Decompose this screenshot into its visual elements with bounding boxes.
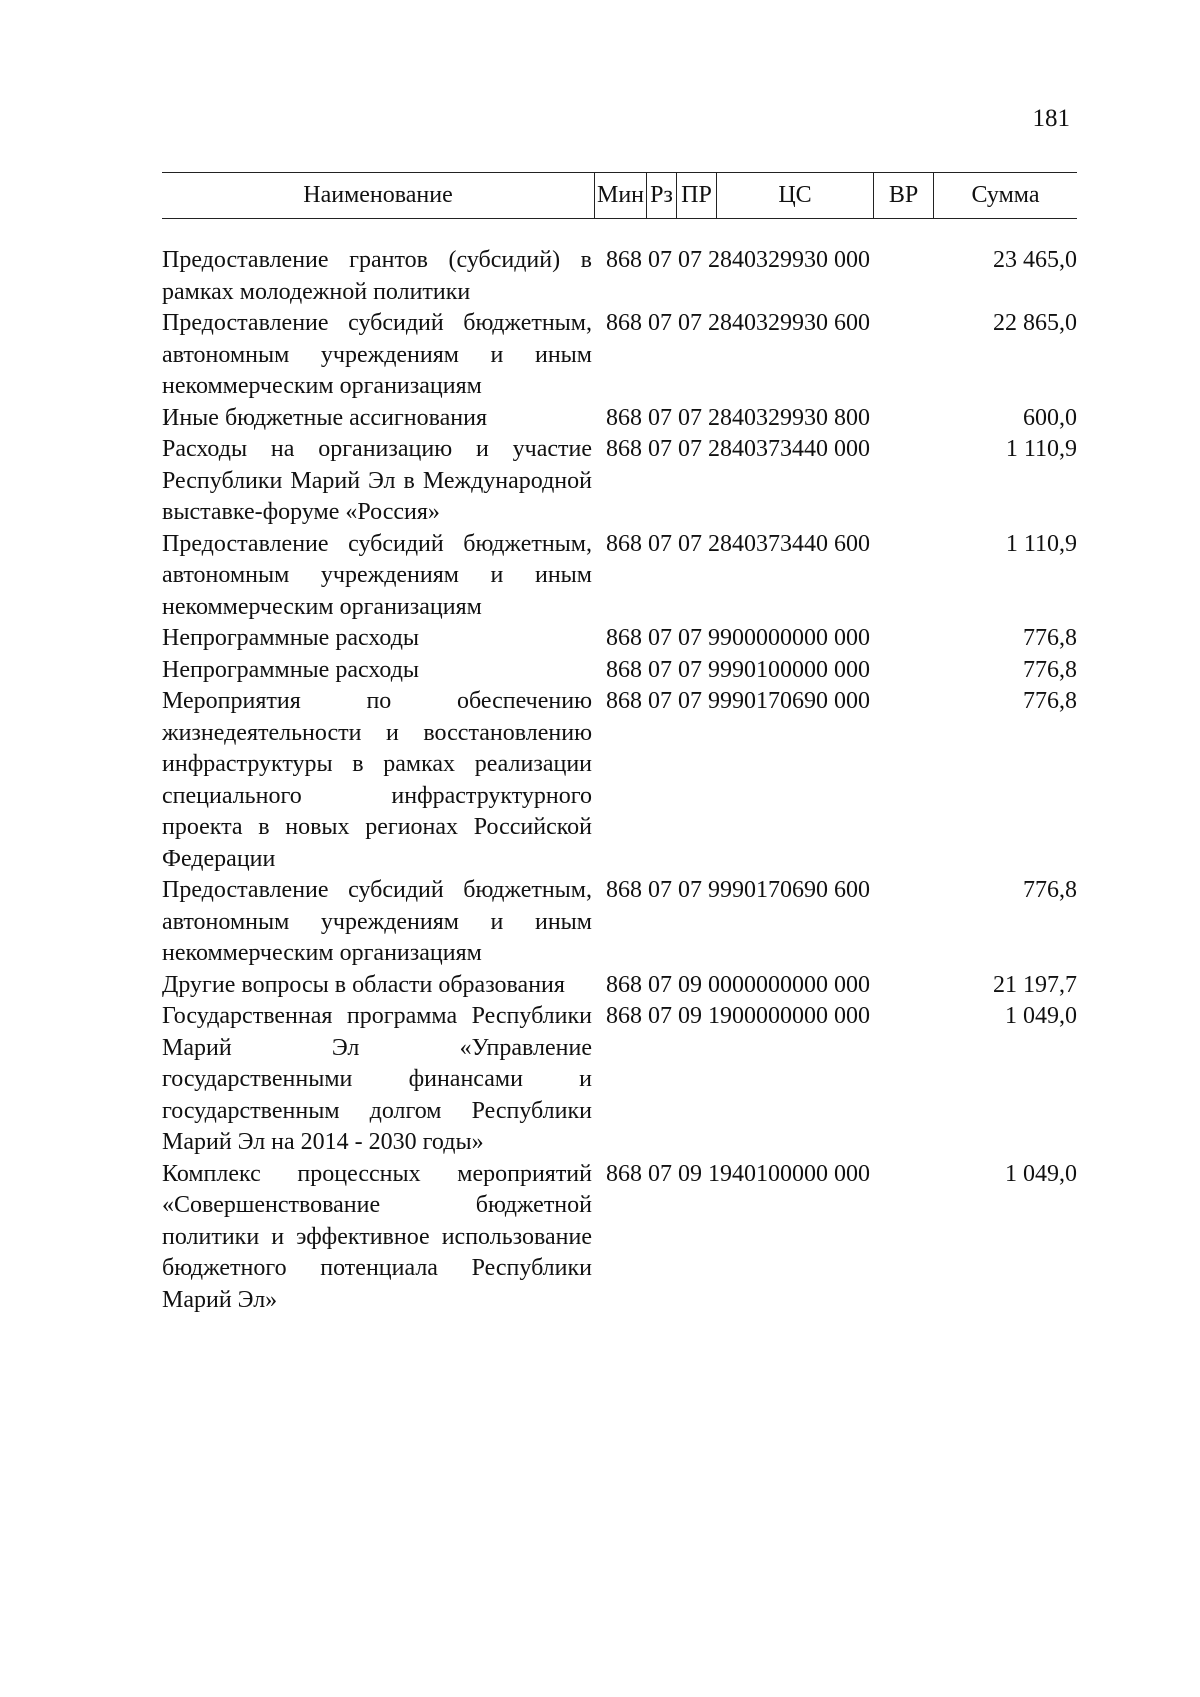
row-name: Расходы на организацию и участие Республики Марий Эл в Международной выставке-форуме «Россия» bbox=[162, 436, 592, 525]
row-cs: 2840373440 bbox=[708, 530, 828, 557]
row-vr: 000 bbox=[834, 436, 870, 462]
row-rz: 07 bbox=[648, 530, 672, 557]
row-vr: 000 bbox=[834, 971, 870, 998]
row-min: 868 bbox=[606, 625, 642, 651]
header-pr: ПР bbox=[676, 173, 716, 218]
row-min: 868 bbox=[606, 971, 642, 998]
row-pr: 07 bbox=[678, 625, 702, 651]
row-pr: 09 bbox=[678, 971, 702, 998]
row-name: Комплекс процессных мероприятий «Совершенствование бюджетной политики и эффективное использование бюджетного потенциала Республики Марий Эл» bbox=[162, 1160, 592, 1313]
row-pr: 07 bbox=[678, 530, 702, 557]
row-vr: 800 bbox=[834, 404, 870, 431]
row-rz: 07 bbox=[648, 436, 672, 462]
row-vr: 000 bbox=[834, 247, 870, 273]
row-min: 868 bbox=[606, 436, 642, 462]
row-cs: 2840373440 bbox=[708, 436, 828, 462]
row-cs: 0000000000 bbox=[708, 971, 828, 998]
row-vr: 000 bbox=[834, 625, 870, 651]
row-cs: 2840329930 bbox=[708, 404, 828, 431]
row-pr: 07 bbox=[678, 436, 702, 462]
row-min: 868 bbox=[606, 656, 642, 683]
row-rz: 07 bbox=[648, 247, 672, 273]
table-row bbox=[162, 655, 1077, 687]
row-cs: 1940100000 bbox=[708, 1160, 828, 1187]
row-min: 868 bbox=[606, 688, 642, 714]
header-name: Наименование bbox=[303, 182, 453, 208]
row-rz: 07 bbox=[648, 1003, 672, 1029]
table-body bbox=[162, 245, 1077, 1316]
row-name: Предоставление грантов (субсидий) в рамках молодежной политики bbox=[162, 247, 592, 305]
row-sum: 776,8 bbox=[1023, 625, 1077, 651]
row-pr: 07 bbox=[678, 656, 702, 683]
row-vr: 600 bbox=[834, 877, 870, 903]
row-codes bbox=[606, 529, 870, 561]
row-sum: 22 865,0 bbox=[993, 310, 1077, 336]
row-codes bbox=[606, 245, 870, 277]
row-min: 868 bbox=[606, 247, 642, 273]
row-min: 868 bbox=[606, 877, 642, 903]
table-header bbox=[162, 172, 1077, 219]
row-vr: 000 bbox=[834, 656, 870, 683]
row-rz: 07 bbox=[648, 656, 672, 683]
row-rz: 07 bbox=[648, 877, 672, 903]
row-cs: 2840329930 bbox=[708, 247, 828, 273]
row-rz: 07 bbox=[648, 404, 672, 431]
table-row bbox=[162, 686, 1077, 875]
row-sum: 1 049,0 bbox=[1005, 1160, 1077, 1187]
row-rz: 07 bbox=[648, 971, 672, 998]
table-row bbox=[162, 623, 1077, 655]
row-sum: 600,0 bbox=[1023, 404, 1077, 431]
row-name: Предоставление субсидий бюджетным, автономным учреждениям и иным некоммерческим организациям bbox=[162, 877, 592, 966]
row-name: Предоставление субсидий бюджетным, автономным учреждениям и иным некоммерческим организациям bbox=[162, 310, 592, 399]
row-rz: 07 bbox=[648, 1160, 672, 1187]
row-pr: 09 bbox=[678, 1160, 702, 1187]
row-sum: 776,8 bbox=[1023, 688, 1077, 714]
row-codes bbox=[606, 623, 870, 655]
row-codes bbox=[606, 308, 870, 340]
row-rz: 07 bbox=[648, 310, 672, 336]
row-name: Предоставление субсидий бюджетным, автономным учреждениям и иным некоммерческим организациям bbox=[162, 530, 592, 620]
row-cs: 2840329930 bbox=[708, 310, 828, 336]
table-row bbox=[162, 403, 1077, 435]
table-row bbox=[162, 434, 1077, 529]
row-pr: 07 bbox=[678, 688, 702, 714]
row-sum: 23 465,0 bbox=[993, 247, 1077, 273]
table-row bbox=[162, 308, 1077, 403]
row-codes bbox=[606, 686, 870, 718]
page-number: 181 bbox=[1032, 105, 1070, 132]
header-sum: Сумма bbox=[933, 173, 1077, 218]
row-codes bbox=[606, 434, 870, 466]
row-codes bbox=[606, 1159, 870, 1191]
header-min: Мин bbox=[594, 173, 646, 218]
row-codes bbox=[606, 970, 870, 1002]
row-vr: 600 bbox=[834, 530, 870, 557]
row-cs: 9990100000 bbox=[708, 656, 828, 683]
header-cs: ЦС bbox=[716, 173, 873, 218]
header-rz: Рз bbox=[646, 173, 676, 218]
table-row bbox=[162, 970, 1077, 1002]
row-codes bbox=[606, 875, 870, 907]
header-vr: ВР bbox=[873, 173, 933, 218]
row-min: 868 bbox=[606, 1003, 642, 1029]
row-sum: 776,8 bbox=[1023, 877, 1077, 903]
row-vr: 000 bbox=[834, 1160, 870, 1187]
table-row bbox=[162, 245, 1077, 308]
row-cs: 1900000000 bbox=[708, 1003, 828, 1029]
row-cs: 9900000000 bbox=[708, 625, 828, 651]
row-rz: 07 bbox=[648, 688, 672, 714]
row-min: 868 bbox=[606, 310, 642, 336]
row-pr: 07 bbox=[678, 247, 702, 273]
row-pr: 07 bbox=[678, 877, 702, 903]
row-sum: 21 197,7 bbox=[993, 971, 1077, 998]
row-sum: 1 110,9 bbox=[1005, 530, 1077, 557]
row-name: Государственная программа Республики Марий Эл «Управление государственными финансами и государственным долгом Республики Марий Эл на 2014 - 2030 годы» bbox=[162, 1003, 592, 1155]
row-name: Мероприятия по обеспечению жизнедеятельности и восстановлению инфраструктуры в рамках реализации специального инфраструктурного проекта в новых регионах Российской Федерации bbox=[162, 688, 592, 872]
row-cs: 9990170690 bbox=[708, 688, 828, 714]
table-row bbox=[162, 875, 1077, 970]
row-codes bbox=[606, 655, 870, 687]
row-sum: 1 049,0 bbox=[1005, 1003, 1077, 1029]
row-codes bbox=[606, 403, 870, 435]
row-pr: 09 bbox=[678, 1003, 702, 1029]
row-vr: 000 bbox=[834, 688, 870, 714]
row-pr: 07 bbox=[678, 310, 702, 336]
row-pr: 07 bbox=[678, 404, 702, 431]
row-name: Непрограммные расходы bbox=[162, 625, 420, 651]
table-row bbox=[162, 1001, 1077, 1159]
row-sum: 776,8 bbox=[1023, 656, 1077, 683]
table-row bbox=[162, 1159, 1077, 1317]
row-min: 868 bbox=[606, 530, 642, 557]
row-rz: 07 bbox=[648, 625, 672, 651]
table-row bbox=[162, 529, 1077, 624]
row-name: Другие вопросы в области образования bbox=[162, 971, 565, 998]
row-sum: 1 110,9 bbox=[1005, 436, 1077, 462]
row-cs: 9990170690 bbox=[708, 877, 828, 903]
row-name: Иные бюджетные ассигнования bbox=[162, 404, 487, 431]
row-name: Непрограммные расходы bbox=[162, 656, 420, 683]
row-codes bbox=[606, 1001, 870, 1033]
row-min: 868 bbox=[606, 404, 642, 431]
row-vr: 600 bbox=[834, 310, 870, 336]
row-min: 868 bbox=[606, 1160, 642, 1187]
row-vr: 000 bbox=[834, 1003, 870, 1029]
